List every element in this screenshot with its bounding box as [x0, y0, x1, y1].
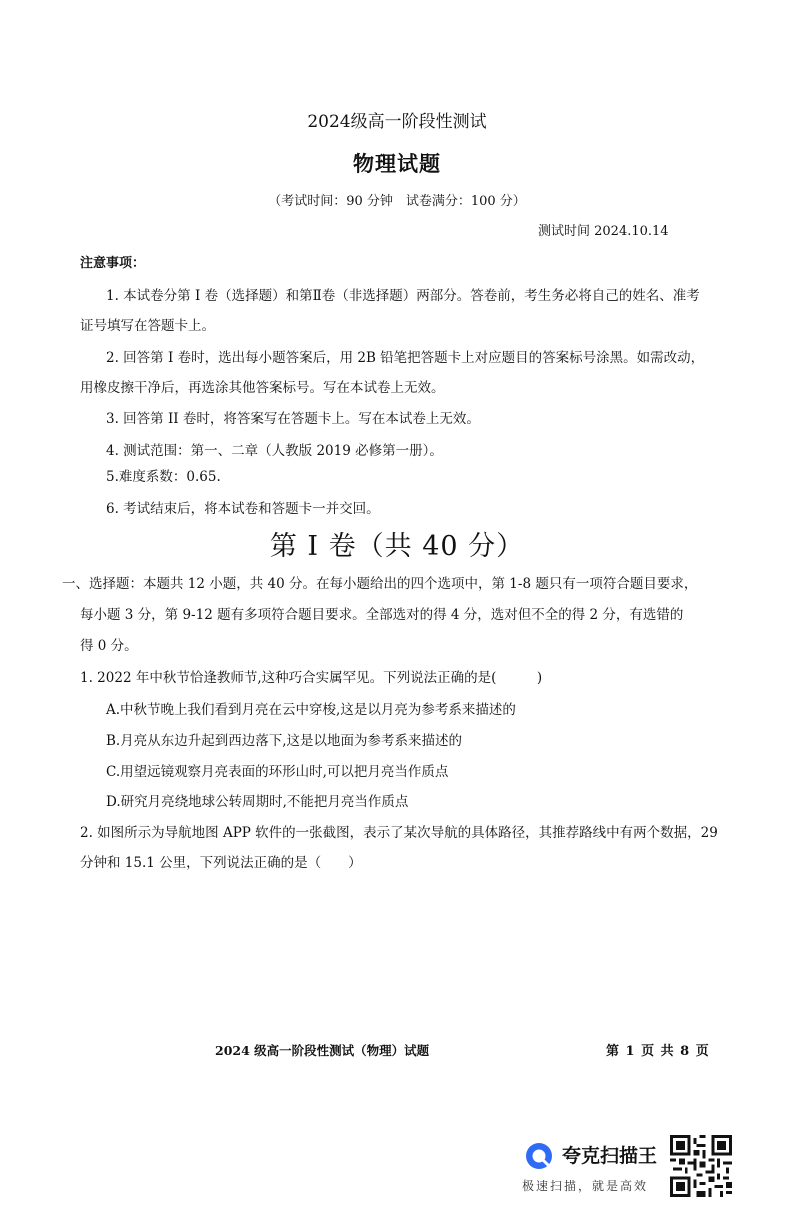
question-2-stem-line-1: 2. 如图所示为导航地图 APP 软件的一张截图，表示了某次导航的具体路径，其推荐路线中有两个数据，29 — [80, 825, 718, 841]
exam-subject: 物理试题 — [353, 151, 441, 176]
notice-line-6: 4. 测试范围：第一、二章（人教版 2019 必修第一册）。 — [106, 443, 443, 459]
question-1-option-c: C.用望远镜观察月亮表面的环形山时,可以把月亮当作质点 — [106, 764, 449, 780]
question-1-option-b: B.月亮从东边升起到西边落下,这是以地面为参考系来描述的 — [106, 733, 463, 749]
notice-line-4: 用橡皮擦干净后，再选涂其他答案标号。写在本试卷上无效。 — [80, 380, 445, 396]
notice-heading: 注意事项： — [80, 256, 146, 271]
notice-line-8: 6. 考试结束后，将本试卷和答题卡一并交回。 — [106, 501, 380, 517]
notice-line-1: 1. 本试卷分第 I 卷（选择题）和第Ⅱ卷（非选择题）两部分。答卷前，考生务必将自己的姓名、准考 — [106, 288, 700, 304]
notice-line-5: 3. 回答第 II 卷时，将答案写在答题卡上。写在本试卷上无效。 — [106, 411, 480, 427]
qr-code-icon — [670, 1135, 732, 1197]
watermark-slogan: 极速扫描，就是高效 — [522, 1179, 649, 1193]
notice-line-2: 证号填写在答题卡上。 — [80, 318, 215, 334]
question-1-stem: 1. 2022 年中秋节恰逢教师节,这种巧合实属罕见。下列说法正确的是( ) — [80, 670, 543, 686]
notice-line-7: 5.难度系数：0.65. — [106, 469, 221, 485]
exam-title: 2024级高一阶段性测试 — [307, 112, 487, 132]
section-instructions-line-2: 每小题 3 分，第 9-12 题有多项符合题目要求。全部选对的得 4 分，选对但不全的得 2 分，有选错的 — [80, 607, 684, 623]
question-1-option-d: D.研究月亮绕地球公转周期时,不能把月亮当作质点 — [106, 794, 409, 810]
question-2-stem-line-2: 分钟和 15.1 公里，下列说法正确的是（ ） — [80, 855, 362, 871]
quark-logo-icon — [524, 1141, 554, 1171]
section-instructions-line-1: 一、选择题：本题共 12 小题，共 40 分。在每小题给出的四个选项中，第 1-8 题只有一项符合题目要求， — [62, 576, 698, 592]
exam-info: （考试时间：90 分钟 试卷满分：100 分） — [268, 194, 526, 209]
test-date: 测试时间 2024.10.14 — [538, 224, 669, 239]
scanner-watermark — [520, 1137, 670, 1197]
question-1-option-a: A.中秋节晚上我们看到月亮在云中穿梭,这是以月亮为参考系来描述的 — [106, 702, 516, 718]
notice-line-3: 2. 回答第 I 卷时，选出每小题答案后，用 2B 铅笔把答题卡上对应题目的答案标号涂黑。如需改动， — [106, 350, 705, 366]
footer-title: 2024 级高一阶段性测试（物理）试题 — [215, 1043, 430, 1058]
section-instructions-line-3: 得 0 分。 — [80, 638, 138, 654]
watermark-name: 夸克扫描王 — [562, 1145, 658, 1167]
section-heading: 第 I 卷（共 40 分） — [269, 531, 525, 562]
page-number: 第 1 页 共 8 页 — [606, 1044, 710, 1059]
